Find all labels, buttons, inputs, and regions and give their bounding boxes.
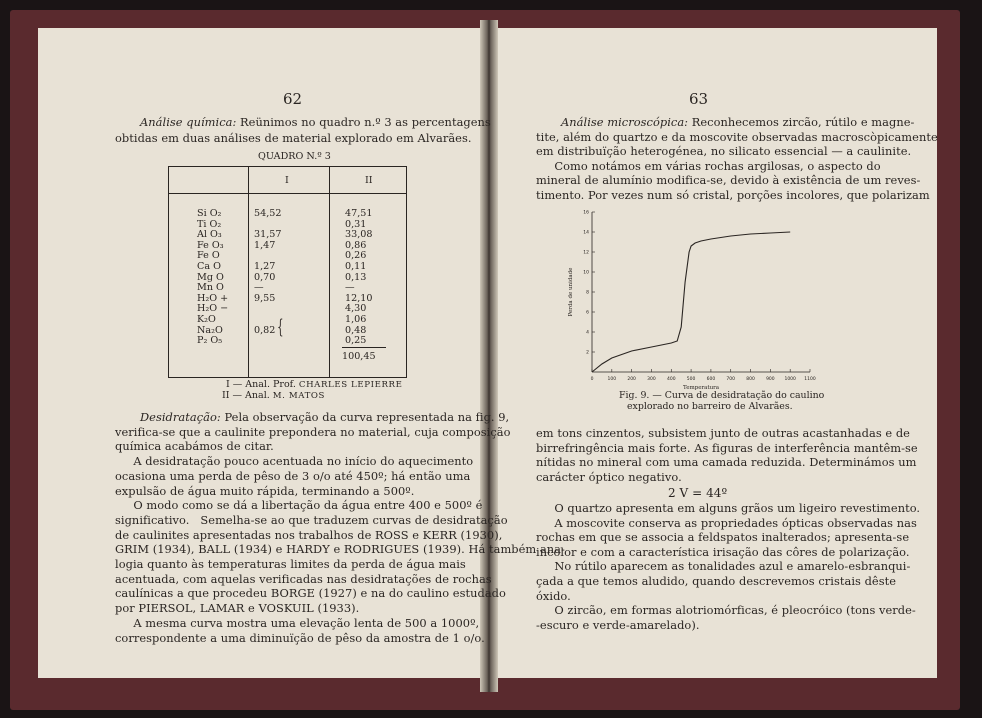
y-tick-label: 10 — [583, 270, 589, 276]
table-sum-rule — [342, 347, 386, 348]
line-text: química acabámos de citar. — [115, 439, 274, 454]
line-text: mineral de alumínio modifica-se, devido à existência de um reves- — [536, 173, 921, 188]
y-tick-label: 2 — [586, 350, 589, 356]
left-page-number: 62 — [283, 90, 303, 108]
figure-caption-line-2: explorado no barreiro de Alvarães. — [627, 401, 793, 412]
table-cell-ii: 12,10 — [345, 292, 373, 304]
table-column-rule — [329, 167, 330, 377]
table-cell-label: H₂O − — [197, 303, 229, 315]
text-line — [115, 544, 565, 555]
table-cell-ii: 0,25 — [345, 335, 367, 347]
line-text: óxido. — [536, 588, 571, 603]
table-col-header: I — [285, 175, 289, 186]
line-text: significativo. Semelha-se ao que traduzem curvas de desidratação — [115, 512, 508, 527]
line-text: de caulinites apresentadas nos trabalhos de ROSS e KERR (1930), — [115, 527, 503, 542]
table-cell-i: — — [254, 282, 264, 294]
text-line — [536, 472, 682, 483]
series-line — [592, 232, 790, 372]
line-text: verifica-se que a caulinite prepondera no material, cuja composição — [115, 424, 511, 439]
line-text: No rútilo aparecem as tonalidades azul e amarelo-esbranqui- — [536, 559, 911, 574]
line-text: logia quanto às temperaturas limites da perda de água mais — [115, 557, 466, 571]
table-note-1-name: CHARLES LEPIERRE — [298, 380, 403, 390]
table-note-2-name: M. MATOS — [272, 391, 326, 401]
table-col-header: II — [365, 175, 373, 186]
line-text: A desidratação pouco acentuada no início do aquecimento — [115, 454, 474, 469]
table-cell-label: Fe O₃ — [197, 239, 224, 251]
text-line — [536, 515, 917, 530]
y-tick-label: 4 — [586, 330, 589, 336]
line-text: tite, além do quartzo e da moscovite observadas macroscòpicamente — [536, 129, 938, 144]
table-cell-ii: 0,13 — [345, 271, 367, 283]
text-line — [536, 544, 910, 559]
table-cell-ii: 0,48 — [345, 324, 367, 336]
text-line — [536, 428, 910, 439]
text-line — [536, 503, 920, 514]
table-cell-label: K₂O — [197, 314, 216, 325]
text-line — [561, 117, 914, 128]
table-cell-label: H₂O + — [197, 292, 229, 304]
table-cell-label: Si O₂ — [197, 208, 222, 219]
right-page-number: 63 — [689, 90, 709, 108]
table-cell-ii: 0,86 — [345, 239, 367, 251]
text-line — [115, 571, 492, 586]
x-tick-label: 800 — [746, 377, 755, 382]
y-tick-label: 6 — [586, 310, 589, 316]
line-text: O modo como se dá a libertação da água entre 400 e 500º é — [115, 498, 483, 513]
line-text: çada a que temos aludido, quando descrevemos cristais dêste — [536, 574, 897, 588]
text-line — [115, 456, 473, 467]
table-cell-ii: 0,11 — [345, 261, 367, 272]
table-cell-i: 1,27 — [254, 261, 276, 272]
table-cell-i: 0,70 — [254, 271, 276, 283]
line-text: carácter óptico negativo. — [536, 470, 682, 485]
text-line — [536, 158, 881, 173]
text-line — [536, 532, 909, 543]
text-line — [115, 441, 274, 452]
text-line — [115, 559, 466, 570]
text-line — [536, 605, 916, 616]
line-text: em tons cinzentos, subsistem junto de outras acastanhadas e de — [536, 426, 910, 440]
table-caption: QUADRO N.º 3 — [258, 151, 331, 162]
line-text: incolor e com a característica irisação das côres de polarização. — [536, 544, 910, 559]
text-line — [536, 588, 571, 603]
line-text: timento. Por vezes num só cristal, porções incolores, que polarizam — [536, 188, 930, 202]
table-cell-label: Fe O — [197, 250, 220, 262]
x-tick-label: 500 — [686, 377, 696, 382]
y-tick-label: 14 — [583, 230, 589, 236]
x-tick-label: 600 — [706, 377, 716, 382]
line-text: Reconhecemos zircão, rútilo e magne- — [688, 115, 915, 129]
line-text: O quartzo apresenta em alguns grãos um ligeiro revestimento. — [536, 501, 921, 515]
text-line — [115, 527, 503, 542]
left-intro-line-2: obtidas em duas análises de material explorado em Alvarães. — [115, 131, 472, 145]
y-tick-label: 12 — [583, 250, 589, 256]
table-cell-label: Ti O₂ — [197, 218, 222, 230]
text-line — [536, 457, 916, 468]
x-tick-label: 100 — [607, 377, 617, 382]
data-table — [168, 166, 407, 378]
line-text: A mesma curva mostra uma elevação lenta de 500 a 1000º, — [115, 615, 480, 630]
line-text: birrefringência mais forte. As figuras de interferência mantêm-se — [536, 440, 918, 455]
text-line — [115, 588, 506, 599]
left-intro-line-1 — [140, 117, 491, 128]
y-axis-label: Perda de unidade — [568, 267, 574, 317]
text-line — [140, 412, 509, 423]
table-cell-ii: — — [345, 282, 355, 294]
table-cell-label: Ca O — [197, 261, 221, 272]
table-cell-i: 1,47 — [254, 239, 276, 251]
x-tick-label: 0 — [590, 377, 594, 382]
line-text: nítidas no mineral com uma camada reduzida. Determinámos um — [536, 455, 917, 470]
line-text: acentuada, com aquelas verificadas nas desidratações de rochas — [115, 571, 492, 586]
line-text: expulsão de água muito rápida, terminando a 500º. — [115, 483, 415, 498]
x-tick-label: 200 — [627, 377, 636, 382]
line-text: GRIM (1934), BALL (1934) e HARDY e RODRIGUES (1939). Há também ana- — [115, 542, 565, 557]
table-cell-label: Al O₃ — [197, 229, 222, 241]
text-line — [115, 424, 511, 439]
text-line — [536, 146, 911, 157]
text-line — [115, 603, 359, 614]
line-text: caulínicas a que procedeu BORGE (1927) e na do caulino estudado — [115, 586, 506, 601]
table-cell-label: Mg O — [197, 271, 224, 283]
table-cell-label: P₂ O₅ — [197, 335, 223, 347]
text-line — [536, 561, 910, 572]
line-text: correspondente a uma diminuïção de pêso da amostra de 1 o/o. — [115, 630, 485, 645]
x-tick-label: 1100 — [804, 377, 816, 382]
line-text: O zircão, em formas alotriomórficas, é pleocróico (tons verde- — [536, 603, 916, 618]
line-text: Pela observação da curva representada na fig. 9, — [220, 410, 510, 424]
figure-caption-line-1: Fig. 9. — Curva de desidratação do caulino — [619, 390, 825, 401]
table-brace: { — [277, 314, 284, 338]
table-cell-ii: 4,30 — [345, 303, 367, 315]
text-line — [115, 615, 480, 630]
line-text: A moscovite conserva as propriedades ópticas observadas nas — [536, 515, 917, 530]
left-intro-text: Reünimos no quadro n.º 3 as percentagens — [236, 115, 491, 129]
section-label: Análise microscópica: — [561, 115, 689, 129]
line-text: por PIERSOL, LAMAR e VOSKUIL (1933). — [115, 601, 360, 616]
text-line — [115, 468, 471, 483]
x-tick-label: 700 — [726, 377, 736, 382]
table-cell-i: 0,82 — [254, 324, 276, 336]
line-text: -escuro e verde-amarelado). — [536, 617, 700, 632]
text-line — [115, 500, 482, 511]
y-tick-label: 16 — [583, 210, 589, 216]
table-cell-i: 9,55 — [254, 292, 276, 304]
section-label: Desidratação: — [140, 410, 221, 424]
table-note-1 — [226, 380, 402, 390]
formula: 2 V = 44º — [668, 486, 728, 500]
text-line — [536, 175, 920, 186]
table-note-1-text: I — Anal. Prof. — [226, 379, 299, 390]
table-cell-i: 54,52 — [254, 208, 282, 219]
table-cell-label: Mn O — [197, 282, 224, 294]
text-line — [536, 576, 896, 587]
table-cell-ii: 47,51 — [345, 208, 373, 219]
table-header-rule — [169, 193, 406, 194]
table-cell-ii: 33,08 — [345, 229, 373, 241]
x-tick-label: 300 — [647, 377, 656, 382]
x-axis-label: Temperatura — [682, 385, 720, 390]
table-cell-ii: 0,31 — [345, 218, 367, 230]
text-line — [115, 630, 485, 645]
line-text: rochas em que se associa a feldspatos inalterados; apresenta-se — [536, 530, 910, 545]
table-note-2-text: II — Anal. — [222, 390, 273, 401]
section-label-quimica: Análise química: — [140, 115, 237, 129]
dehydration-chart — [560, 200, 820, 390]
text-line — [536, 129, 938, 144]
text-line — [536, 440, 918, 455]
y-tick-label: 8 — [586, 290, 589, 296]
x-tick-label: 900 — [766, 377, 775, 382]
table-column-rule — [248, 167, 249, 377]
table-note-2 — [222, 391, 325, 401]
table-cell-label: Na₂O — [197, 324, 223, 336]
line-text: em distribuïção heterogénea, no silicato essencial — a caulinite. — [536, 144, 912, 159]
x-tick-label: 400 — [666, 377, 676, 382]
table-cell-ii: 1,06 — [345, 314, 367, 325]
line-text: ocasiona uma perda de pêso de 3 o/o até 450º; há então uma — [115, 468, 471, 483]
line-text: Como notámos em várias rochas argilosas, o aspecto do — [536, 158, 881, 173]
text-line — [115, 483, 415, 498]
table-total: 100,45 — [342, 351, 376, 362]
text-line — [536, 617, 700, 632]
x-tick-label: 1000 — [784, 377, 796, 382]
text-line — [115, 512, 508, 527]
table-cell-i: 31,57 — [254, 229, 282, 241]
table-cell-ii: 0,26 — [345, 250, 367, 262]
